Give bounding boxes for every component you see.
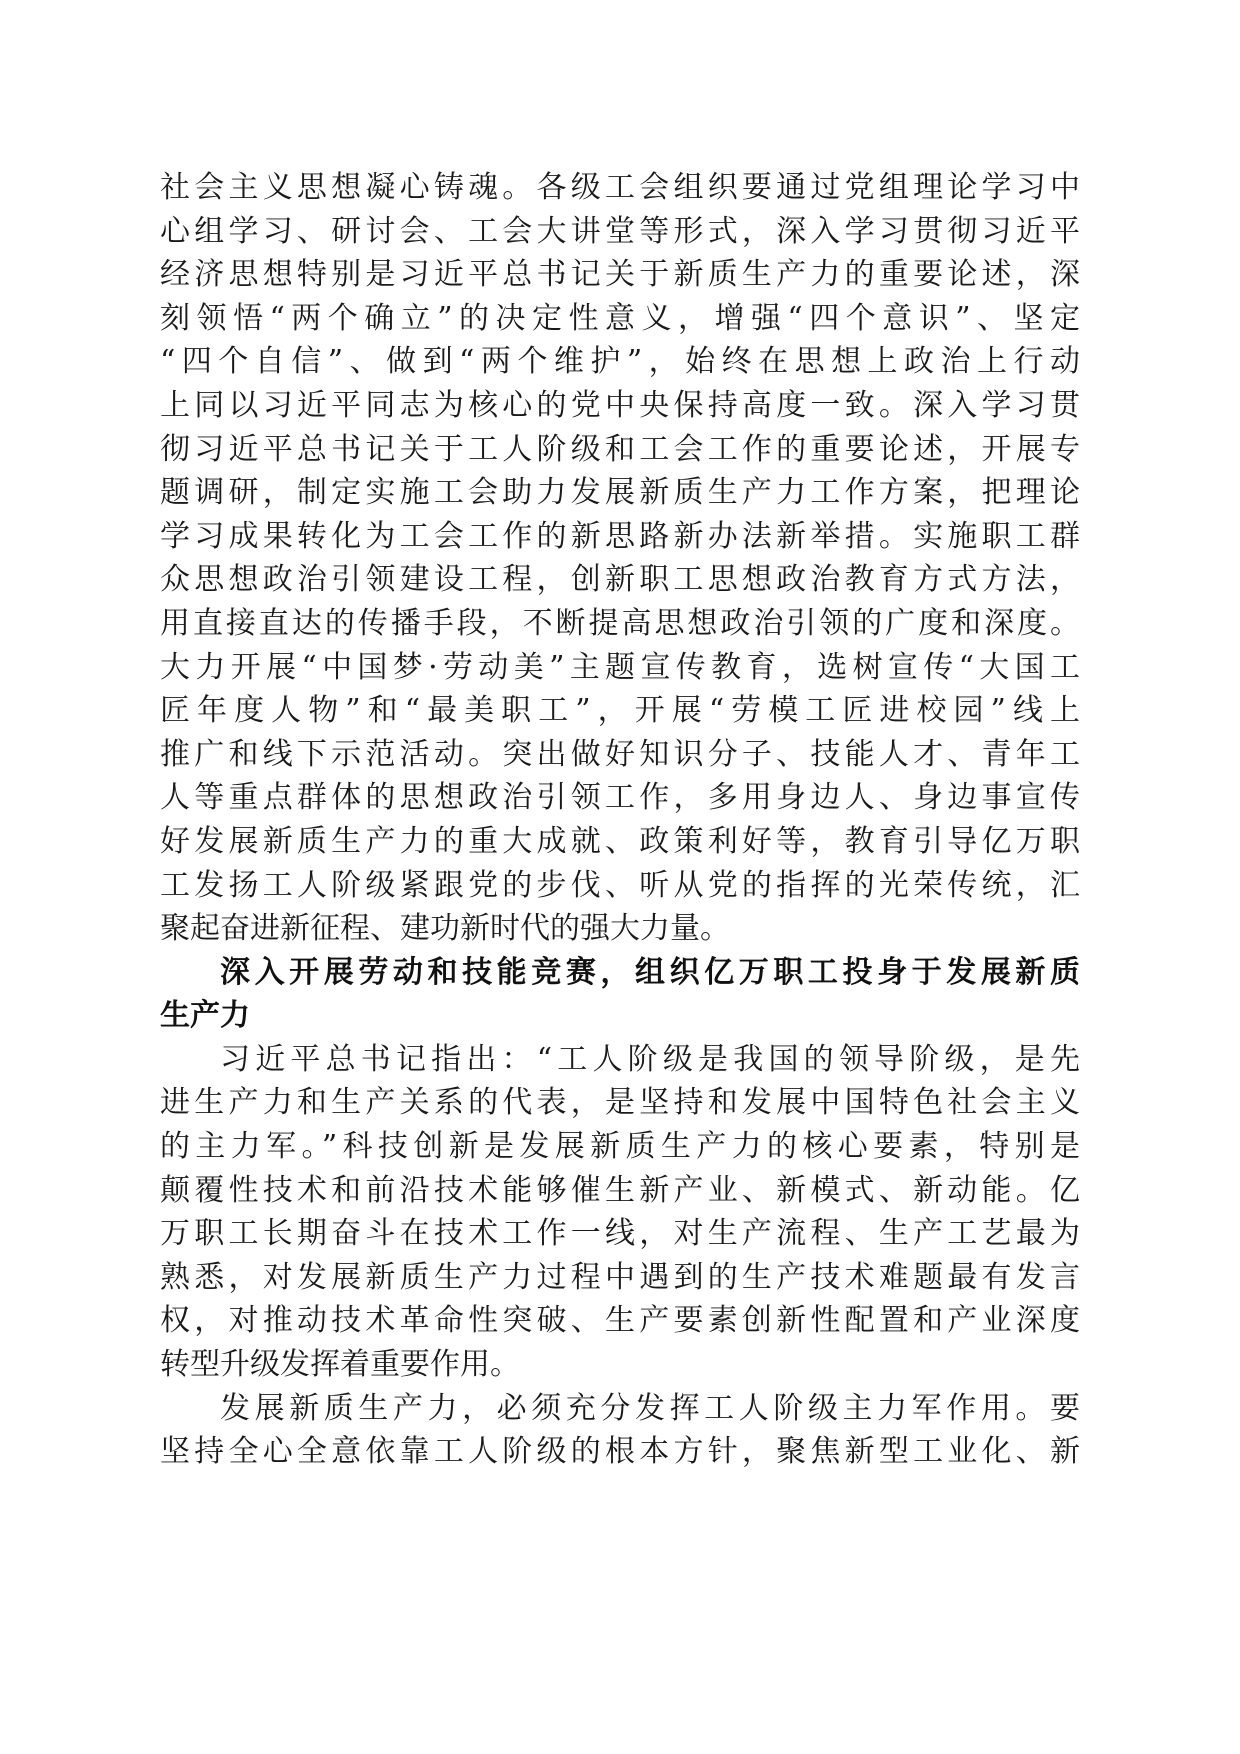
text-line: 心组学习、研讨会、工会大讲堂等形式，深入学习贯彻习近平 — [160, 213, 1080, 249]
text-line: 彻习近平总书记关于工人阶级和工会工作的重要论述，开展专 — [160, 431, 1080, 467]
text-line: 人等重点群体的思想政治引领工作，多用身边人、身边事宣传 — [160, 780, 1080, 816]
paragraph — [160, 1387, 1080, 1474]
text-line: “四个自信”、做到“两个维护”，始终在思想上政治上行动 — [160, 344, 1080, 380]
heading-line: 深入开展劳动和技能竞赛，组织亿万职工投身于发展新质 — [220, 954, 1080, 990]
text-line: 发展新质生产力，必须充分发挥工人阶级主力军作用。要 — [220, 1390, 1080, 1426]
text-line: 经济思想特别是习近平总书记关于新质生产力的重要论述，深 — [160, 257, 1080, 293]
text-line: 聚起奋进新征程、建功新时代的强大力量。 — [160, 911, 730, 947]
text-line: 大力开展“中国梦·劳动美”主题宣传教育，选树宣传“大国工 — [160, 649, 1080, 685]
section-heading — [160, 951, 1080, 1038]
text-line: 学习成果转化为工会工作的新思路新办法新举措。实施职工群 — [160, 518, 1080, 554]
text-line: 刻领悟“两个确立”的决定性意义，增强“四个意识”、坚定 — [160, 300, 1080, 336]
text-line: 转型升级发挥着重要作用。 — [160, 1347, 520, 1383]
text-line: 工发扬工人阶级紧跟党的步伐、听从党的指挥的光荣传统，汇 — [160, 867, 1080, 903]
text-line: 众思想政治引领建设工程，创新职工思想政治教育方式方法， — [160, 562, 1080, 598]
text-line: 习近平总书记指出：“工人阶级是我国的领导阶级，是先 — [220, 1041, 1080, 1077]
text-line: 进生产力和生产关系的代表，是坚持和发展中国特色社会主义 — [160, 1085, 1080, 1121]
paragraph-continued — [160, 166, 1080, 951]
text-line: 好发展新质生产力的重大成就、政策利好等，教育引导亿万职 — [160, 823, 1080, 859]
document-body — [160, 166, 1080, 1474]
text-line: 权，对推动技术革命性突破、生产要素创新性配置和产业深度 — [160, 1303, 1080, 1339]
text-line: 的主力军。”科技创新是发展新质生产力的核心要素，特别是 — [160, 1129, 1080, 1165]
text-line: 熟悉，对发展新质生产力过程中遇到的生产技术难题最有发言 — [160, 1259, 1080, 1295]
text-line: 用直接直达的传播手段，不断提高思想政治引领的广度和深度。 — [160, 605, 1080, 641]
text-line: 推广和线下示范活动。突出做好知识分子、技能人才、青年工 — [160, 736, 1080, 772]
paragraph — [160, 1038, 1080, 1387]
text-line: 万职工长期奋斗在技术工作一线，对生产流程、生产工艺最为 — [160, 1216, 1080, 1252]
text-line: 社会主义思想凝心铸魂。各级工会组织要通过党组理论学习中 — [160, 170, 1080, 205]
text-line: 上同以习近平同志为核心的党中央保持高度一致。深入学习贯 — [160, 387, 1080, 423]
text-line: 坚持全心全意依靠工人阶级的根本方针，聚焦新型工业化、新 — [160, 1434, 1080, 1470]
text-line: 颠覆性技术和前沿技术能够催生新产业、新模式、新动能。亿 — [160, 1172, 1080, 1208]
heading-line: 生产力 — [160, 998, 250, 1034]
text-line: 题调研，制定实施工会助力发展新质生产力工作方案，把理论 — [160, 475, 1080, 511]
text-line: 匠年度人物”和“最美职工”，开展“劳模工匠进校园”线上 — [160, 693, 1080, 729]
